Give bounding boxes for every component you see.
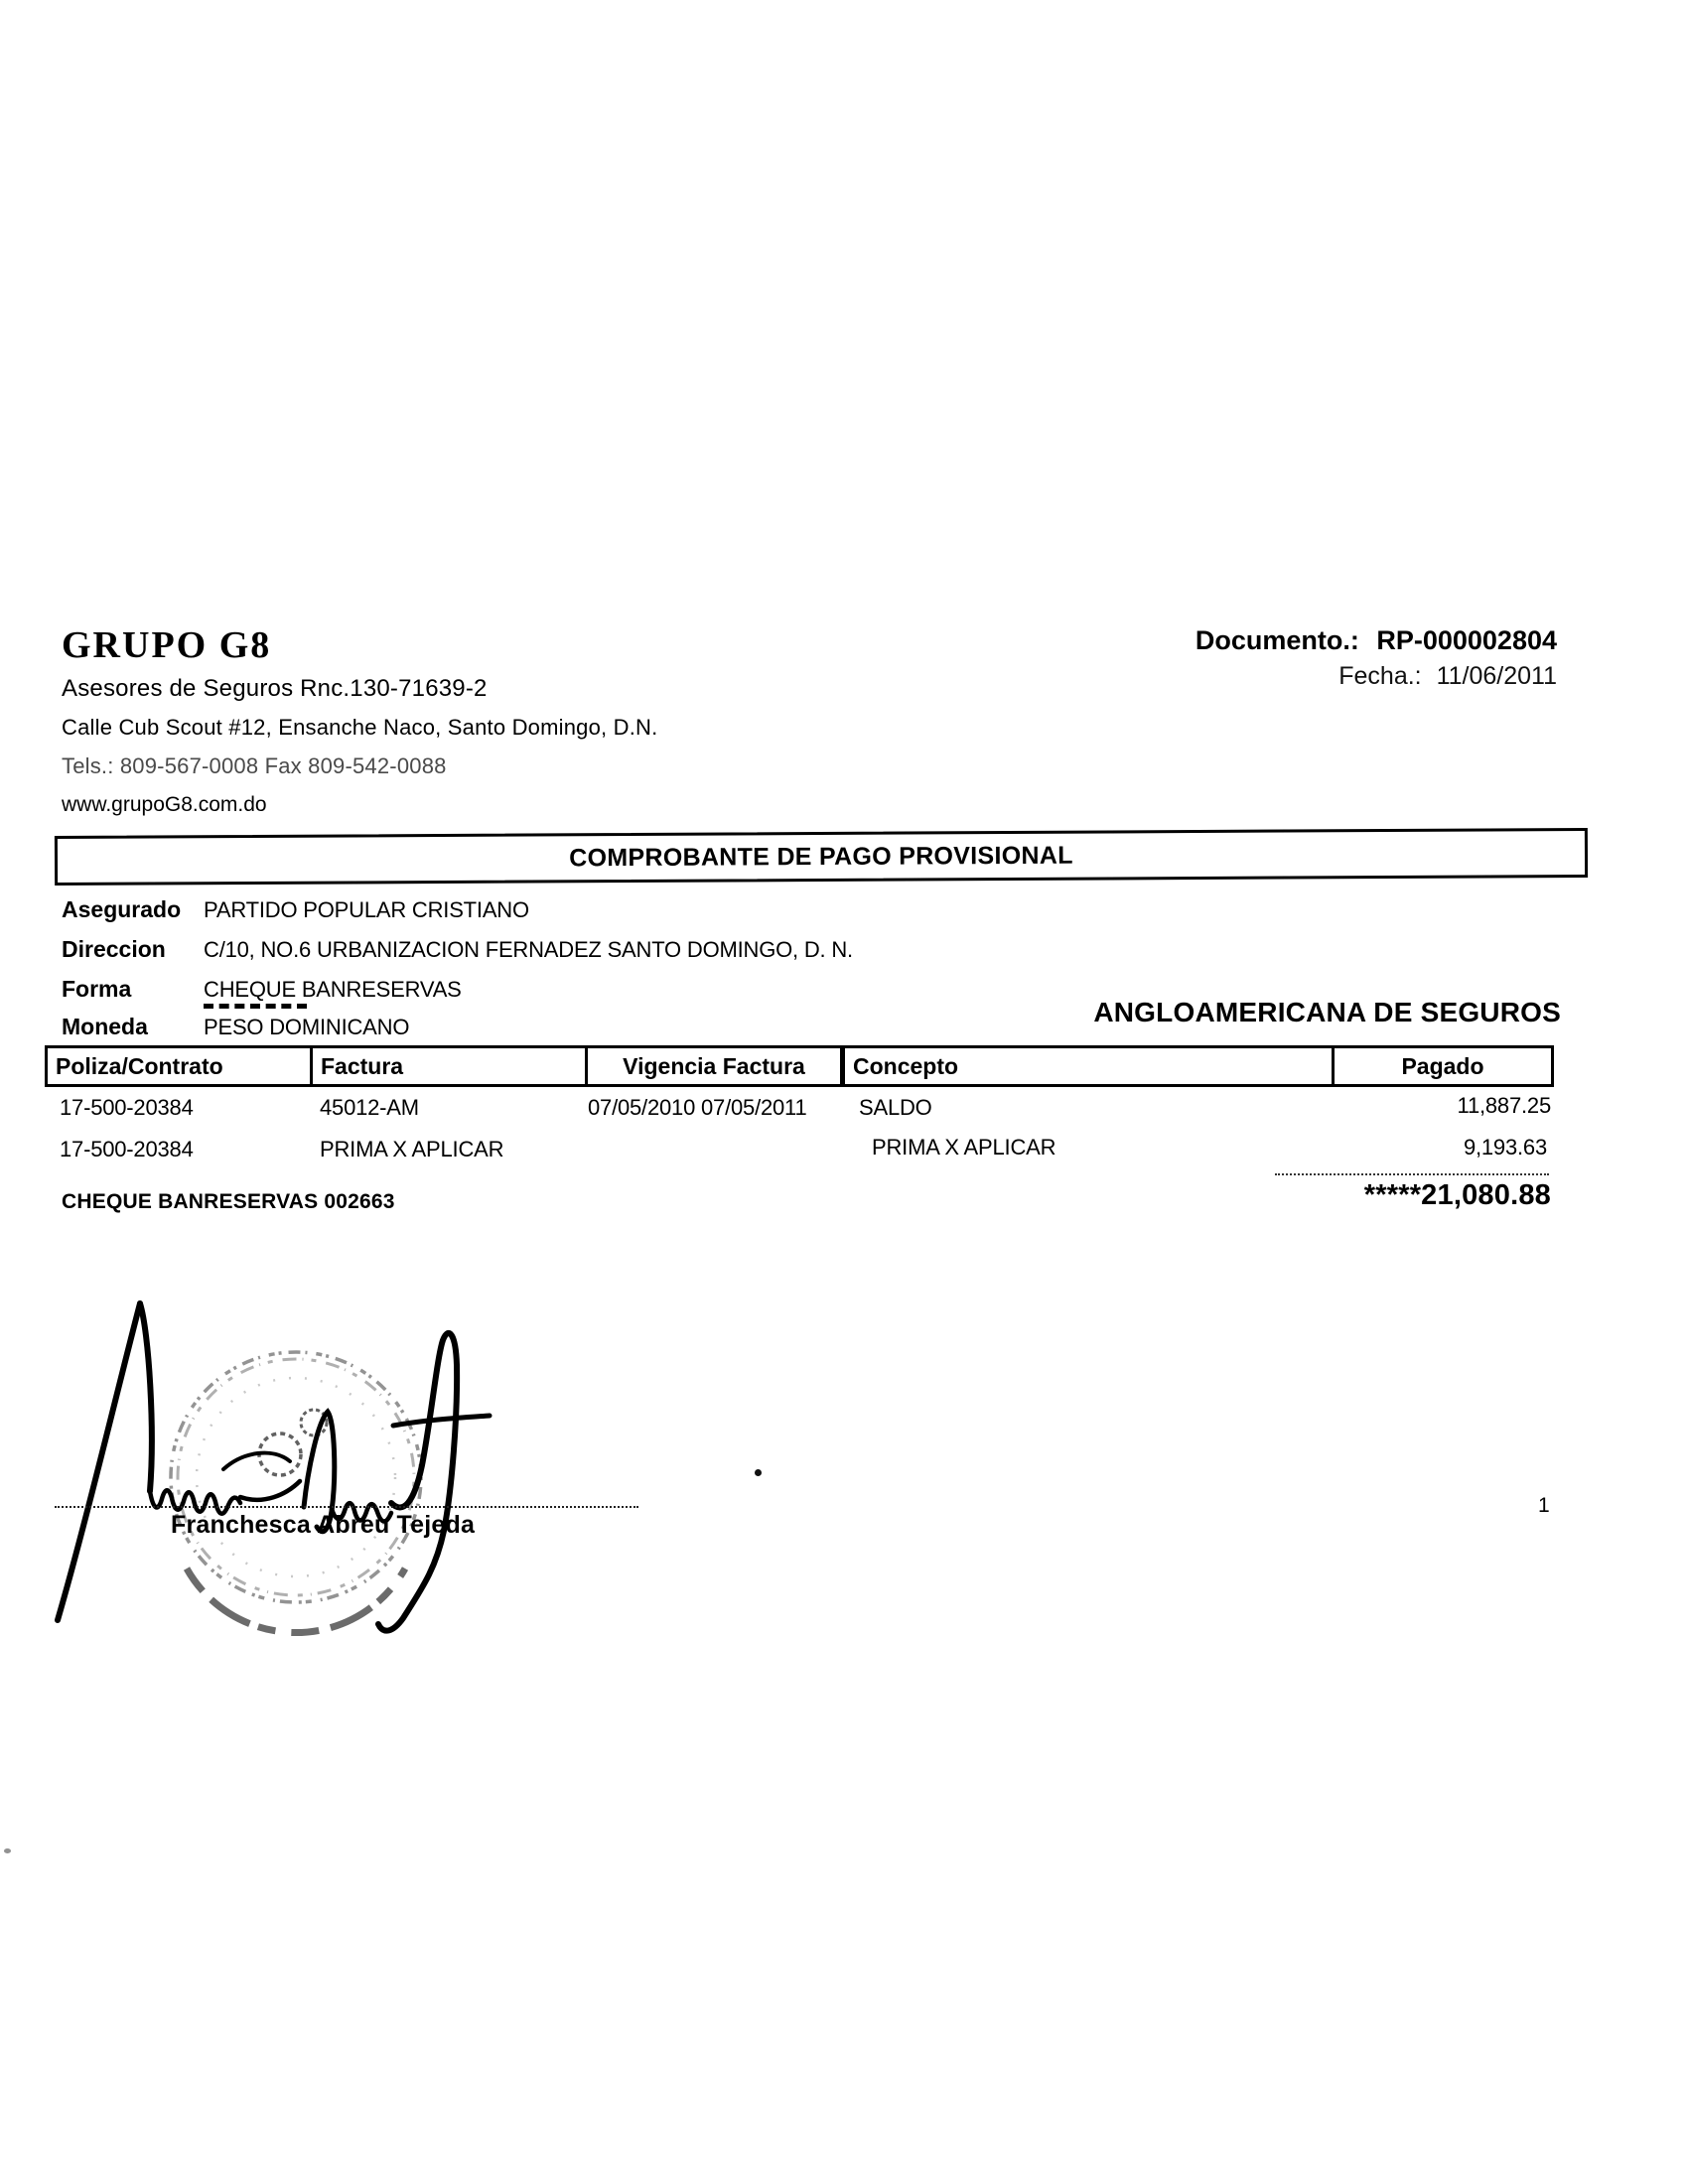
insurer-name: ANGLOAMERICANA DE SEGUROS xyxy=(1093,997,1561,1027)
forma-value: CHEQUE BANRESERVAS xyxy=(204,977,462,1002)
row2-factura: PRIMA X APLICAR xyxy=(320,1137,504,1161)
stamp-seal xyxy=(129,1310,462,1643)
document-title-box xyxy=(55,828,1588,886)
page-number: 1 xyxy=(1538,1494,1550,1517)
document-info xyxy=(1196,625,1557,691)
company-phones: Tels.: 809-567-0008 Fax 809-542-0088 xyxy=(62,753,447,778)
dashed-separator xyxy=(204,1004,307,1009)
company-name: GRUPO G8 xyxy=(62,624,272,666)
company-address: Calle Cub Scout #12, Ensanche Naco, Santo Domingo, D.N. xyxy=(62,715,658,740)
table-header-concepto: Concepto xyxy=(842,1045,1340,1087)
row1-factura: 45012-AM xyxy=(320,1095,419,1120)
total-dotted-rule xyxy=(1275,1173,1549,1175)
row2-pagado: 9,193.63 xyxy=(1463,1135,1547,1160)
company-tagline: Asesores de Seguros Rnc.130-71639-2 xyxy=(62,675,488,702)
table-header-factura: Factura xyxy=(310,1045,594,1087)
row1-pagado: 11,887.25 xyxy=(1457,1093,1551,1118)
table-header-vigencia: Vigencia Factura xyxy=(585,1045,843,1087)
asegurado-label: Asegurado xyxy=(62,896,182,922)
total-amount: *****21,080.88 xyxy=(1363,1179,1551,1211)
direccion-label: Direccion xyxy=(62,936,166,962)
document-date-row xyxy=(1196,662,1557,691)
row2-concepto: PRIMA X APLICAR xyxy=(872,1135,1056,1160)
company-website: www.grupoG8.com.do xyxy=(62,793,267,816)
scan-speck xyxy=(755,1469,762,1476)
document-number-row xyxy=(1196,625,1557,656)
table-header-poliza: Poliza/Contrato xyxy=(45,1045,319,1087)
row2-poliza: 17-500-20384 xyxy=(60,1137,194,1161)
company-header xyxy=(62,623,657,817)
asegurado-value: PARTIDO POPULAR CRISTIANO xyxy=(204,897,529,922)
forma-label: Forma xyxy=(62,976,132,1002)
signature-stamp-graphic xyxy=(40,1271,596,1668)
moneda-value: PESO DOMINICANO xyxy=(204,1015,410,1039)
direccion-value: C/10, NO.6 URBANIZACION FERNADEZ SANTO DOMINGO, D. N. xyxy=(204,937,853,962)
moneda-label: Moneda xyxy=(62,1014,148,1039)
document-date-value: 11/06/2011 xyxy=(1436,662,1557,690)
row1-concepto: SALDO xyxy=(859,1095,932,1120)
row1-vigencia: 07/05/2010 07/05/2011 xyxy=(588,1095,807,1120)
document-date-label: Fecha.: xyxy=(1338,662,1422,690)
document-title: COMPROBANTE DE PAGO PROVISIONAL xyxy=(569,841,1073,872)
scan-speck xyxy=(4,1848,11,1853)
cheque-reference: CHEQUE BANRESERVAS 002663 xyxy=(62,1190,395,1213)
signature-rule xyxy=(55,1506,638,1508)
signature-name: Franchesca Abreu Tejeda xyxy=(171,1511,476,1539)
table-header-pagado: Pagado xyxy=(1332,1045,1554,1087)
document-number-label: Documento.: xyxy=(1195,625,1359,655)
document-number-value: RP-000002804 xyxy=(1376,625,1557,655)
row1-poliza: 17-500-20384 xyxy=(60,1095,194,1120)
